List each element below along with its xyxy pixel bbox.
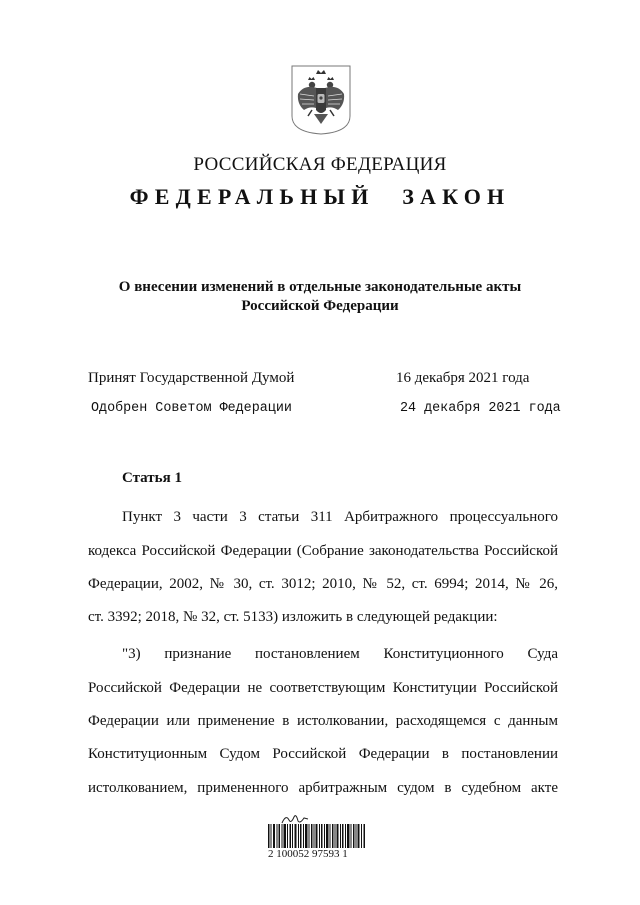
- duma-adoption-label: Принят Государственной Думой: [88, 370, 295, 386]
- article-text-line: кодекса Российской Федерации (Собрание законодательства Российской: [88, 543, 558, 559]
- article-text-line: "3) признание постановлением Конституционного Суда: [122, 646, 558, 662]
- coat-of-arms-icon: [290, 64, 352, 136]
- article-text-line: Федерации, 2002, № 30, ст. 3012; 2010, № 52, ст. 6994; 2014, № 26,: [88, 576, 558, 592]
- council-approval-label: Одобрен Советом Федерации: [91, 401, 292, 416]
- article-text-line: ст. 3392; 2018, № 32, ст. 5133) изложить в следующей редакции:: [88, 609, 498, 625]
- law-title: [90, 278, 550, 316]
- duma-adoption-date: 16 декабря 2021 года: [396, 370, 530, 386]
- article-text-line: истолкованием, примененного арбитражным судом в судебном акте: [88, 780, 558, 796]
- law-title-line-1: О внесении изменений в отдельные законодательные акты: [118, 279, 522, 295]
- article-text-line: Пункт 3 части 3 статьи 311 Арбитражного процессуального: [122, 509, 558, 525]
- article-text-line: Конституционным Судом Российской Федерации в постановлении: [88, 746, 558, 762]
- document-barcode: [268, 812, 378, 860]
- country-name: РОССИЙСКАЯ ФЕДЕРАЦИЯ: [193, 154, 447, 175]
- article-text-line: Федерации или применение в истолковании, расходящемся с данным: [88, 713, 558, 729]
- barcode-icon: [268, 824, 366, 848]
- law-title-line-2: Российской Федерации: [241, 298, 399, 314]
- article-heading: Статья 1: [122, 470, 182, 486]
- law-type-heading: ФЕДЕРАЛЬНЫЙ ЗАКОН: [129, 184, 511, 209]
- article-text-line: Российской Федерации не соответствующим Конституции Российской: [88, 680, 558, 696]
- barcode-number: 2 100052 97593 1: [268, 848, 348, 860]
- council-approval-date: 24 декабря 2021 года: [400, 401, 561, 416]
